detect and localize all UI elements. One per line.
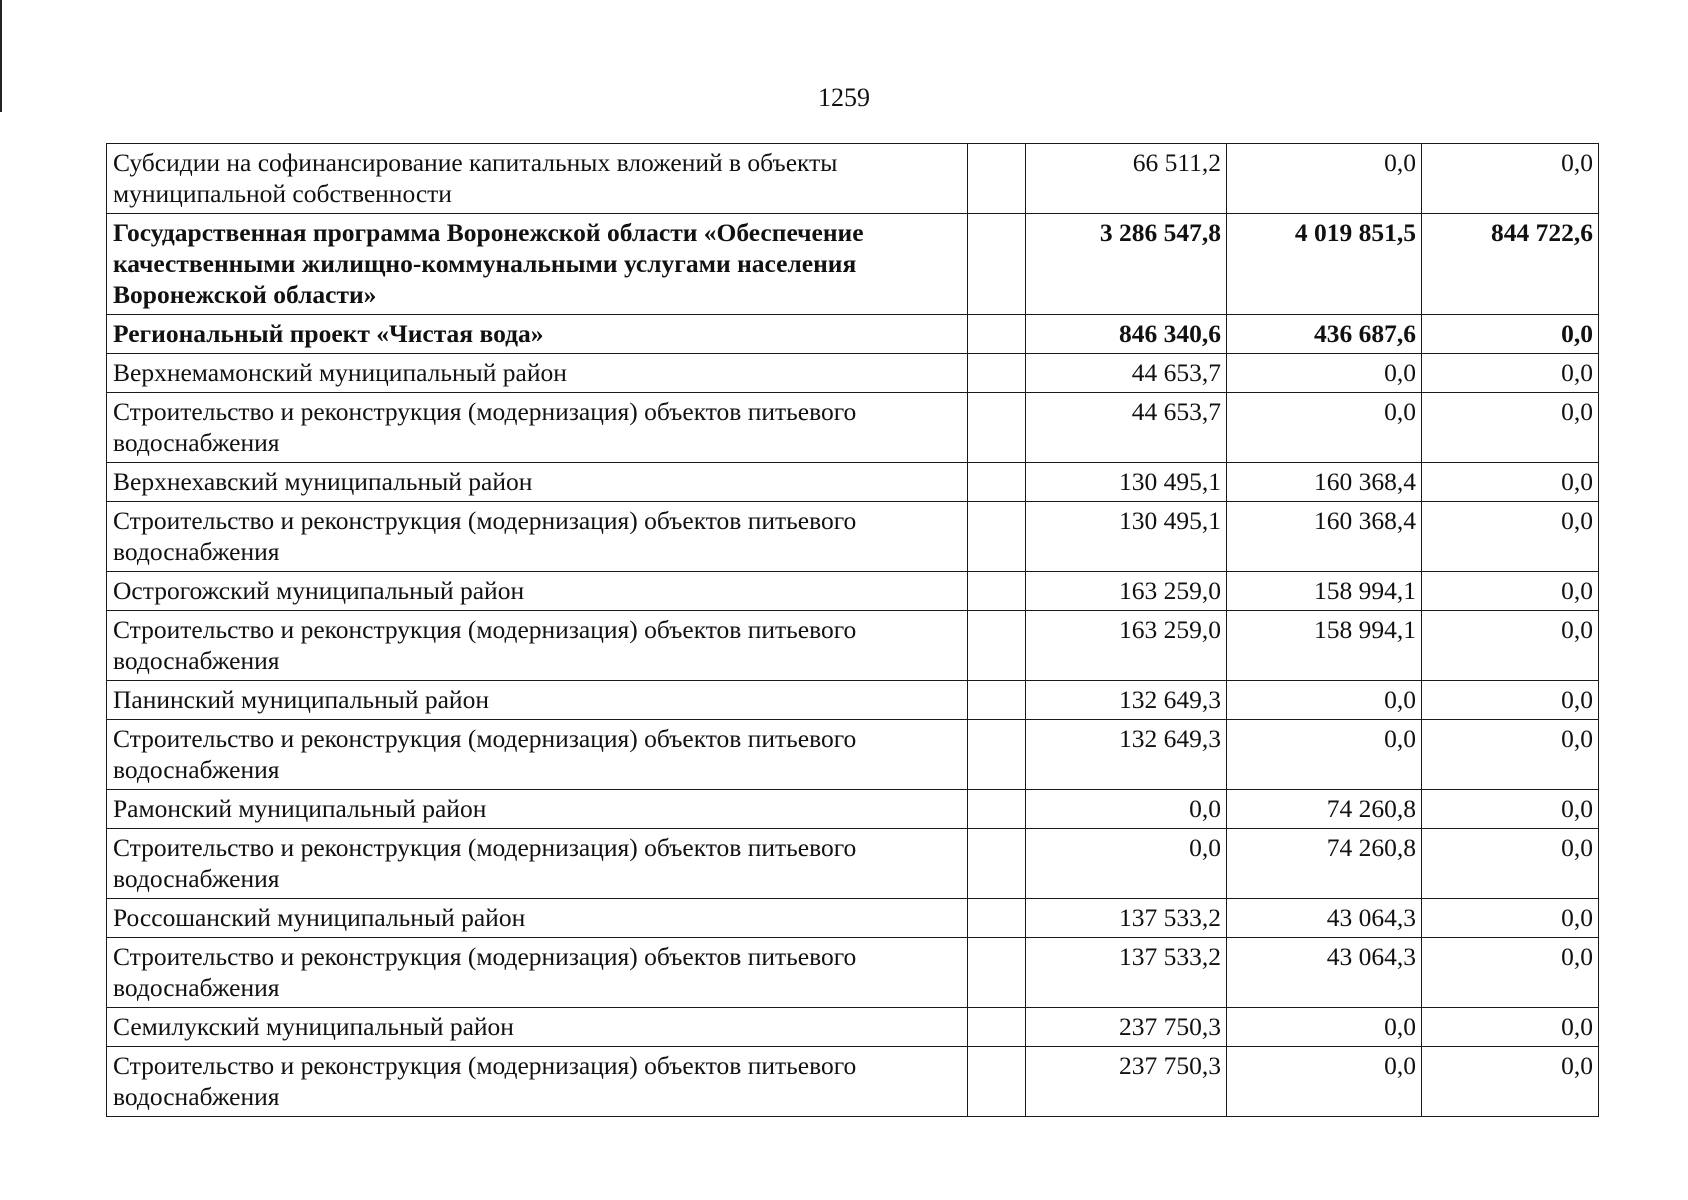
row-value-1-cell: 130 495,1 bbox=[1026, 463, 1227, 502]
row-code-cell bbox=[968, 611, 1026, 681]
row-value-3-cell: 0,0 bbox=[1422, 144, 1599, 214]
row-name-cell: Государственная программа Воронежской области «Обеспечение качественными жилищно-коммунальными услугами населения Воронежской области» bbox=[107, 214, 968, 315]
table-row bbox=[107, 393, 1599, 463]
row-value-2-cell: 160 368,4 bbox=[1227, 502, 1422, 572]
table-row bbox=[107, 214, 1599, 315]
row-value-2-cell: 0,0 bbox=[1227, 354, 1422, 393]
table-row bbox=[107, 354, 1599, 393]
page-number: 1259 bbox=[818, 83, 870, 112]
row-value-2-cell: 160 368,4 bbox=[1227, 463, 1422, 502]
row-code-cell bbox=[968, 214, 1026, 315]
table-row bbox=[107, 463, 1599, 502]
row-value-2-cell: 0,0 bbox=[1227, 681, 1422, 720]
row-value-3-cell: 0,0 bbox=[1422, 315, 1599, 354]
table-row bbox=[107, 315, 1599, 354]
table-row bbox=[107, 899, 1599, 938]
row-code-cell bbox=[968, 315, 1026, 354]
row-code-cell bbox=[968, 1008, 1026, 1047]
row-value-2-cell: 436 687,6 bbox=[1227, 315, 1422, 354]
row-code-cell bbox=[968, 681, 1026, 720]
row-value-1-cell: 132 649,3 bbox=[1026, 720, 1227, 790]
row-name-cell: Субсидии на софинансирование капитальных вложений в объекты муниципальной собственности bbox=[107, 144, 968, 214]
row-value-1-cell: 44 653,7 bbox=[1026, 393, 1227, 463]
row-value-2-cell: 0,0 bbox=[1227, 720, 1422, 790]
table-row bbox=[107, 938, 1599, 1008]
row-value-1-cell: 0,0 bbox=[1026, 829, 1227, 899]
table-row bbox=[107, 681, 1599, 720]
row-name-cell: Строительство и реконструкция (модернизация) объектов питьевого водоснабжения bbox=[107, 720, 968, 790]
row-value-1-cell: 163 259,0 bbox=[1026, 611, 1227, 681]
row-code-cell bbox=[968, 829, 1026, 899]
table-row bbox=[107, 502, 1599, 572]
row-name-cell: Семилукский муниципальный район bbox=[107, 1008, 968, 1047]
row-name-cell: Панинский муниципальный район bbox=[107, 681, 968, 720]
row-code-cell bbox=[968, 144, 1026, 214]
table-row bbox=[107, 790, 1599, 829]
row-value-3-cell: 0,0 bbox=[1422, 681, 1599, 720]
row-value-1-cell: 3 286 547,8 bbox=[1026, 214, 1227, 315]
row-value-2-cell: 0,0 bbox=[1227, 393, 1422, 463]
row-value-1-cell: 163 259,0 bbox=[1026, 572, 1227, 611]
row-value-2-cell: 43 064,3 bbox=[1227, 899, 1422, 938]
row-value-2-cell: 43 064,3 bbox=[1227, 938, 1422, 1008]
row-name-cell: Строительство и реконструкция (модернизация) объектов питьевого водоснабжения bbox=[107, 938, 968, 1008]
row-value-3-cell: 0,0 bbox=[1422, 720, 1599, 790]
row-name-cell: Региональный проект «Чистая вода» bbox=[107, 315, 968, 354]
row-value-2-cell: 0,0 bbox=[1227, 1047, 1422, 1117]
row-name-cell: Верхнехавский муниципальный район bbox=[107, 463, 968, 502]
row-name-cell: Строительство и реконструкция (модернизация) объектов питьевого водоснабжения bbox=[107, 1047, 968, 1117]
row-code-cell bbox=[968, 572, 1026, 611]
table-row bbox=[107, 1008, 1599, 1047]
row-code-cell bbox=[968, 938, 1026, 1008]
row-code-cell bbox=[968, 463, 1026, 502]
row-value-3-cell: 0,0 bbox=[1422, 938, 1599, 1008]
row-value-3-cell: 0,0 bbox=[1422, 899, 1599, 938]
row-value-1-cell: 137 533,2 bbox=[1026, 899, 1227, 938]
row-code-cell bbox=[968, 502, 1026, 572]
row-value-1-cell: 132 649,3 bbox=[1026, 681, 1227, 720]
row-code-cell bbox=[968, 354, 1026, 393]
row-value-2-cell: 158 994,1 bbox=[1227, 572, 1422, 611]
row-value-3-cell: 0,0 bbox=[1422, 572, 1599, 611]
row-name-cell: Россошанский муниципальный район bbox=[107, 899, 968, 938]
row-code-cell bbox=[968, 720, 1026, 790]
row-value-3-cell: 0,0 bbox=[1422, 502, 1599, 572]
row-value-3-cell: 0,0 bbox=[1422, 1008, 1599, 1047]
row-value-2-cell: 0,0 bbox=[1227, 144, 1422, 214]
row-name-cell: Строительство и реконструкция (модернизация) объектов питьевого водоснабжения bbox=[107, 393, 968, 463]
table-row bbox=[107, 144, 1599, 214]
row-value-3-cell: 844 722,6 bbox=[1422, 214, 1599, 315]
row-value-2-cell: 4 019 851,5 bbox=[1227, 214, 1422, 315]
row-value-1-cell: 44 653,7 bbox=[1026, 354, 1227, 393]
row-value-1-cell: 130 495,1 bbox=[1026, 502, 1227, 572]
row-value-2-cell: 158 994,1 bbox=[1227, 611, 1422, 681]
row-value-3-cell: 0,0 bbox=[1422, 829, 1599, 899]
table-body bbox=[107, 144, 1599, 1117]
row-name-cell: Верхнемамонский муниципальный район bbox=[107, 354, 968, 393]
row-value-1-cell: 237 750,3 bbox=[1026, 1047, 1227, 1117]
budget-table bbox=[106, 143, 1599, 1117]
row-name-cell: Строительство и реконструкция (модернизация) объектов питьевого водоснабжения bbox=[107, 502, 968, 572]
row-value-1-cell: 66 511,2 bbox=[1026, 144, 1227, 214]
row-name-cell: Строительство и реконструкция (модернизация) объектов питьевого водоснабжения bbox=[107, 829, 968, 899]
row-code-cell bbox=[968, 899, 1026, 938]
row-value-3-cell: 0,0 bbox=[1422, 393, 1599, 463]
row-value-2-cell: 74 260,8 bbox=[1227, 829, 1422, 899]
table-row bbox=[107, 829, 1599, 899]
row-name-cell: Острогожский муниципальный район bbox=[107, 572, 968, 611]
row-value-3-cell: 0,0 bbox=[1422, 354, 1599, 393]
row-name-cell: Рамонский муниципальный район bbox=[107, 790, 968, 829]
row-value-1-cell: 0,0 bbox=[1026, 790, 1227, 829]
row-value-3-cell: 0,0 bbox=[1422, 611, 1599, 681]
row-value-3-cell: 0,0 bbox=[1422, 1047, 1599, 1117]
row-code-cell bbox=[968, 393, 1026, 463]
row-code-cell bbox=[968, 790, 1026, 829]
table-row bbox=[107, 572, 1599, 611]
row-value-1-cell: 237 750,3 bbox=[1026, 1008, 1227, 1047]
table-row bbox=[107, 1047, 1599, 1117]
row-value-2-cell: 0,0 bbox=[1227, 1008, 1422, 1047]
row-value-2-cell: 74 260,8 bbox=[1227, 790, 1422, 829]
table-row bbox=[107, 611, 1599, 681]
row-code-cell bbox=[968, 1047, 1026, 1117]
row-value-3-cell: 0,0 bbox=[1422, 790, 1599, 829]
row-value-3-cell: 0,0 bbox=[1422, 463, 1599, 502]
row-value-1-cell: 846 340,6 bbox=[1026, 315, 1227, 354]
table-row bbox=[107, 720, 1599, 790]
row-name-cell: Строительство и реконструкция (модернизация) объектов питьевого водоснабжения bbox=[107, 611, 968, 681]
row-value-1-cell: 137 533,2 bbox=[1026, 938, 1227, 1008]
